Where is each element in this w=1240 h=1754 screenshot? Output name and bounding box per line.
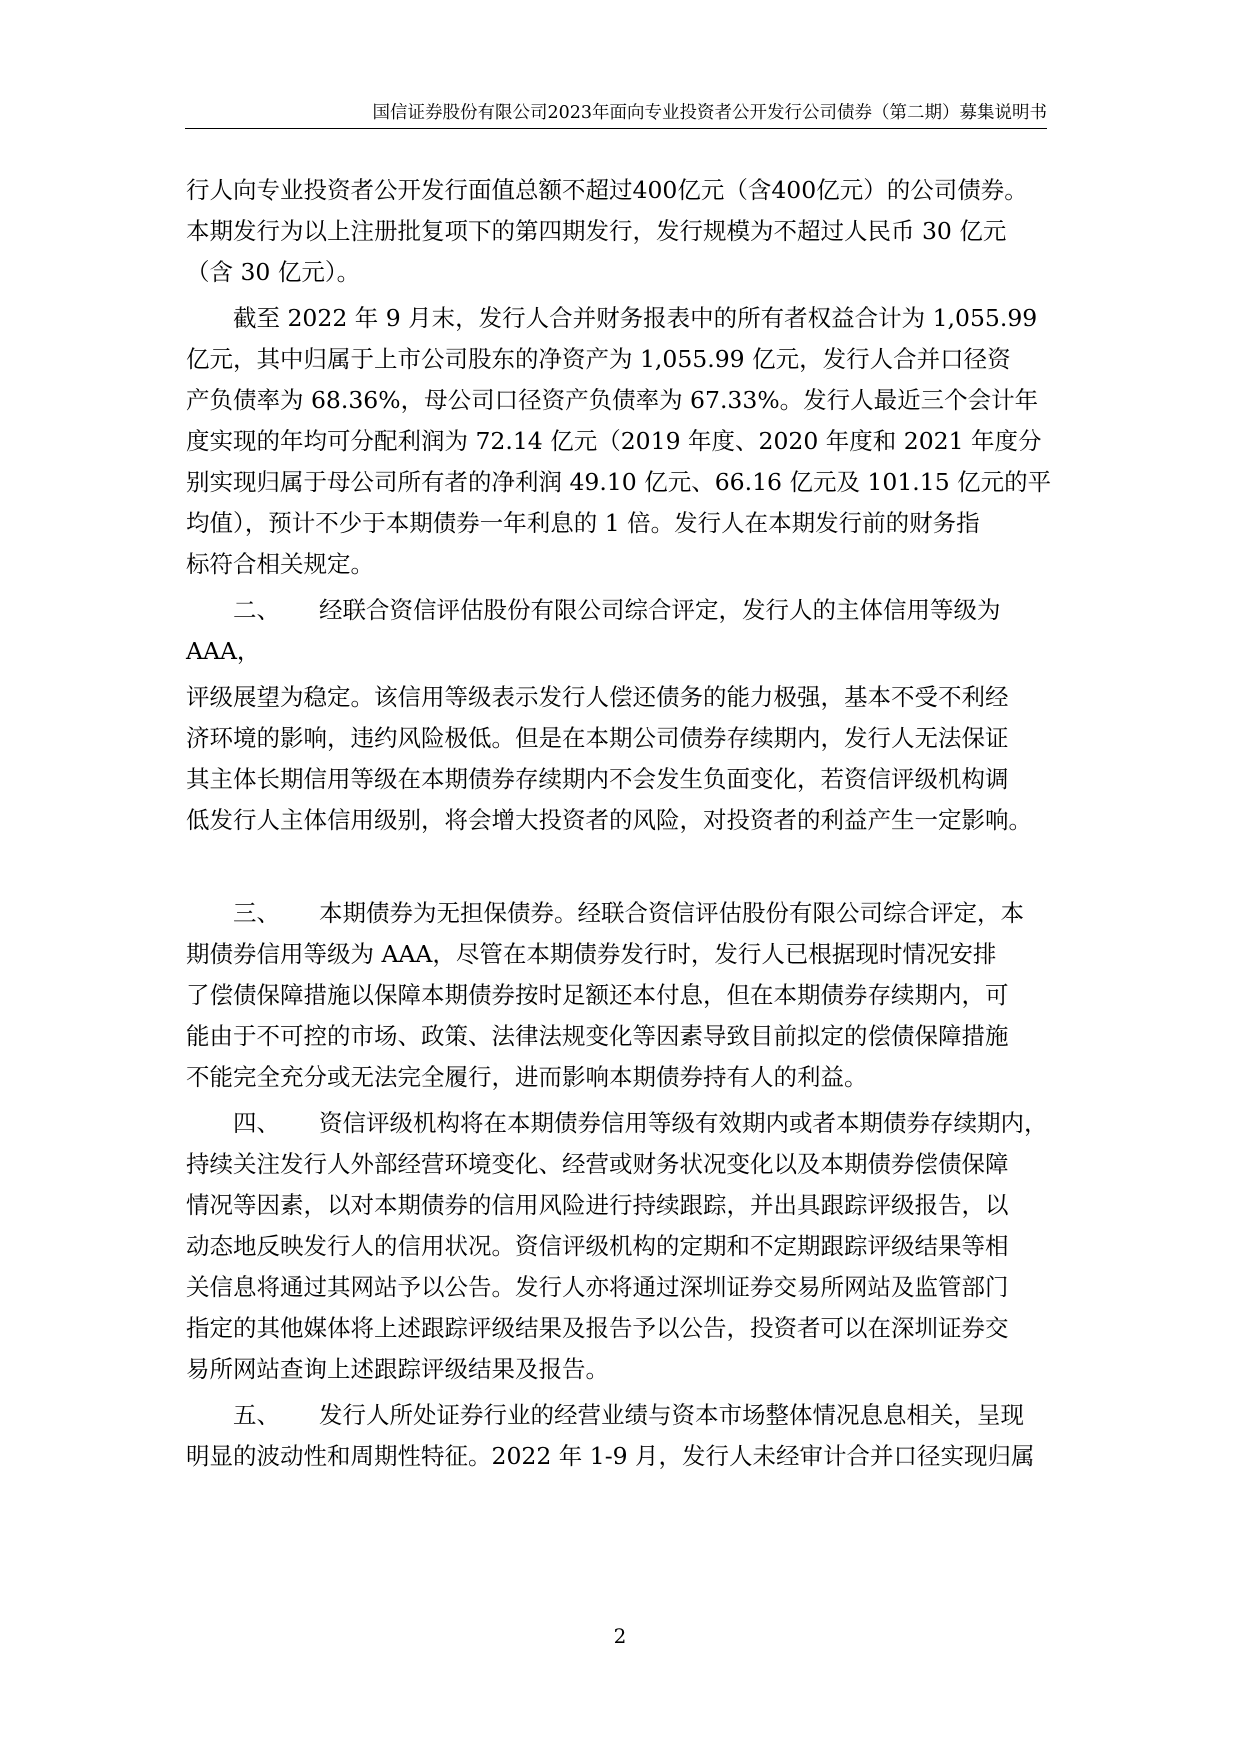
paragraph-item-4	[186, 1103, 1066, 1390]
text-line: 其主体长期信用等级在本期债券存续期内不会发生负面变化，若资信评级机构调	[186, 765, 1009, 793]
text-segment: 资信评级机构将在本期债券信用等级有效期内或者本期债券存续期内，	[319, 1109, 1048, 1137]
text-line: 情况等因素，以对本期债券的信用风险进行持续跟踪，并出具跟踪评级报告，以	[186, 1191, 1009, 1219]
text-line: 截至 2022 年 9 月末，发行人合并财务报表中的所有者权益合计为 1,055.99	[233, 304, 1038, 332]
item-number: 二、	[233, 596, 280, 624]
text-line	[186, 590, 1066, 631]
text-line: 明显的波动性和周期性特征。2022 年 1-9 月，发行人未经审计合并口径实现归属	[186, 1442, 1035, 1470]
text-line: 产负债率为 68.36%，母公司口径资产负债率为 67.33%。发行人最近三个会计年	[186, 386, 1039, 414]
text-line: 持续关注发行人外部经营环境变化、经营或财务状况变化以及本期债券偿债保障	[186, 1150, 1009, 1178]
item-number: 五、	[233, 1401, 280, 1429]
page-number: 2	[613, 1624, 627, 1648]
document-header: 国信证券股份有限公司2023年面向专业投资者公开发行公司债券（第二期）募集说明书	[372, 103, 1047, 123]
text-segment: 发行人所处证券行业的经营业绩与资本市场整体情况息息相关，呈现	[319, 1401, 1024, 1429]
text-line: 本期发行为以上注册批复项下的第四期发行，发行规模为不超过人民币 30 亿元	[186, 217, 1007, 245]
text-line: 评级展望为稳定。该信用等级表示发行人偿还债务的能力极强，基本不受不利经	[186, 683, 1009, 711]
text-line: 动态地反映发行人的信用状况。资信评级机构的定期和不定期跟踪评级结果等相	[186, 1232, 1009, 1260]
text-line: AAA，	[186, 637, 261, 665]
text-line: 关信息将通过其网站予以公告。发行人亦将通过深圳证券交易所网站及监管部门	[186, 1273, 1009, 1301]
paragraph-item-5	[186, 1395, 1066, 1477]
text-line: 行人向专业投资者公开发行面值总额不超过400亿元（含400亿元）的公司债券。	[186, 176, 1028, 204]
text-line: 指定的其他媒体将上述跟踪评级结果及报告予以公告，投资者可以在深圳证券交	[186, 1314, 1009, 1342]
text-line	[186, 1103, 1066, 1144]
text-segment: 经联合资信评估股份有限公司综合评定，发行人的主体信用等级为	[319, 596, 1001, 624]
text-line	[186, 1395, 1066, 1436]
header-rule	[185, 128, 1047, 129]
item-number: 三、	[233, 899, 280, 927]
text-line: （含 30 亿元）。	[186, 258, 361, 286]
paragraph-item-2	[186, 590, 1066, 841]
paragraph-item-3	[186, 893, 1066, 1098]
text-line: 别实现归属于母公司所有者的净利润 49.10 亿元、66.16 亿元及 101.15 亿元的平	[186, 468, 1052, 496]
text-line: 易所网站查询上述跟踪评级结果及报告。	[186, 1355, 609, 1383]
text-line: 亿元，其中归属于上市公司股东的净资产为 1,055.99 亿元，发行人合并口径资	[186, 345, 1011, 373]
text-line: 济环境的影响，违约风险极低。但是在本期公司债券存续期内，发行人无法保证	[186, 724, 1009, 752]
text-line: 能由于不可控的市场、政策、法律法规变化等因素导致目前拟定的偿债保障措施	[186, 1022, 1009, 1050]
text-line: 均值），预计不少于本期债券一年利息的 1 倍。发行人在本期发行前的财务指	[186, 509, 980, 537]
paragraph-registration	[186, 170, 1066, 293]
text-line	[186, 893, 1066, 934]
text-line: 不能完全充分或无法完全履行，进而影响本期债券持有人的利益。	[186, 1063, 868, 1091]
text-segment: 本期债券为无担保债券。经联合资信评估股份有限公司综合评定，本	[319, 899, 1024, 927]
text-line: 了偿债保障措施以保障本期债券按时足额还本付息，但在本期债券存续期内，可	[186, 981, 1009, 1009]
item-number: 四、	[233, 1109, 280, 1137]
text-line: 标符合相关规定。	[186, 550, 374, 578]
text-line: 低发行人主体信用级别，将会增大投资者的风险，对投资者的利益产生一定影响。	[186, 806, 1032, 834]
text-line: 度实现的年均可分配利润为 72.14 亿元（2019 年度、2020 年度和 2021 年度分	[186, 427, 1042, 455]
paragraph-financials	[186, 298, 1066, 585]
document-body	[186, 170, 1066, 1477]
text-line: 期债券信用等级为 AAA，尽管在本期债券发行时，发行人已根据现时情况安排	[186, 940, 997, 968]
